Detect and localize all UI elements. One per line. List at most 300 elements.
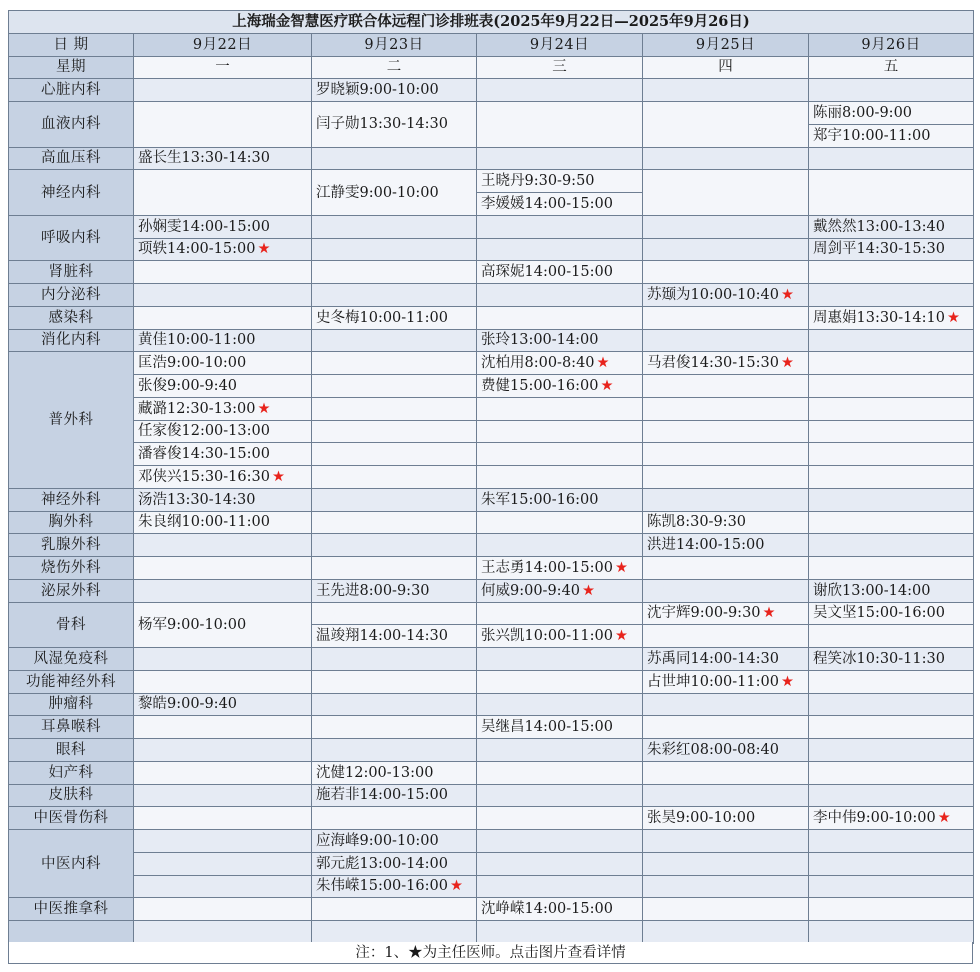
schedule-cell bbox=[643, 625, 809, 648]
department-label: 骨科 bbox=[9, 602, 134, 648]
department-label: 乳腺外科 bbox=[9, 534, 134, 557]
doctor-slot: 杨军9:00-10:00 bbox=[138, 616, 247, 633]
schedule-cell bbox=[312, 79, 477, 102]
doctor-slot: 沈健12:00-13:00 bbox=[316, 764, 434, 781]
chief-physician-star-icon: ★ bbox=[257, 400, 271, 417]
schedule-cell bbox=[809, 693, 974, 716]
schedule-cell bbox=[312, 466, 477, 489]
schedule-cell bbox=[134, 670, 312, 693]
schedule-cell bbox=[643, 716, 809, 739]
schedule-cell bbox=[809, 670, 974, 693]
table-row bbox=[9, 443, 974, 466]
schedule-cell bbox=[312, 443, 477, 466]
schedule-cell bbox=[809, 466, 974, 489]
schedule-cell bbox=[809, 79, 974, 102]
schedule-cell bbox=[477, 602, 643, 625]
schedule-cell bbox=[643, 557, 809, 580]
table-row bbox=[9, 807, 974, 830]
table-row bbox=[9, 352, 974, 375]
table-row bbox=[9, 693, 974, 716]
department-label: 血液内科 bbox=[9, 102, 134, 148]
table-row bbox=[9, 466, 974, 489]
table-row bbox=[9, 579, 974, 602]
schedule-cell bbox=[134, 102, 312, 148]
schedule-cell bbox=[643, 170, 809, 216]
schedule-cell bbox=[643, 511, 809, 534]
schedule-cell bbox=[809, 261, 974, 284]
schedule-cell bbox=[477, 443, 643, 466]
schedule-cell bbox=[477, 557, 643, 580]
schedule-cell bbox=[643, 488, 809, 511]
doctor-slot: 费健15:00-16:00 bbox=[481, 377, 599, 394]
schedule-cell bbox=[312, 739, 477, 762]
table-row bbox=[9, 716, 974, 739]
schedule-cell bbox=[134, 329, 312, 352]
schedule-cell bbox=[477, 898, 643, 921]
table-row bbox=[9, 306, 974, 329]
schedule-cell bbox=[312, 670, 477, 693]
schedule-cell bbox=[809, 852, 974, 875]
schedule-cell bbox=[643, 807, 809, 830]
date-header-cell: 9月24日 bbox=[477, 33, 643, 56]
schedule-cell bbox=[477, 625, 643, 648]
schedule-cell bbox=[809, 830, 974, 853]
schedule-cell bbox=[312, 170, 477, 216]
schedule-cell bbox=[809, 102, 974, 125]
schedule-cell bbox=[312, 488, 477, 511]
doctor-slot: 匡浩9:00-10:00 bbox=[138, 355, 247, 372]
footnote: 注：1、★为主任医师。点击图片查看详情 bbox=[8, 942, 973, 964]
schedule-table bbox=[8, 10, 974, 944]
department-label: 风湿免疫科 bbox=[9, 648, 134, 671]
schedule-cell bbox=[643, 397, 809, 420]
table-row bbox=[9, 375, 974, 398]
chief-physician-star-icon: ★ bbox=[449, 878, 463, 895]
table-row bbox=[9, 852, 974, 875]
doctor-slot: 朱伟嵘15:00-16:00 bbox=[316, 878, 448, 895]
doctor-slot: 张俊9:00-9:40 bbox=[138, 377, 238, 394]
schedule-cell bbox=[643, 670, 809, 693]
schedule-cell bbox=[477, 534, 643, 557]
doctor-slot: 高琛妮14:00-15:00 bbox=[481, 264, 613, 281]
department-label: 神经外科 bbox=[9, 488, 134, 511]
schedule-cell bbox=[643, 602, 809, 625]
table-title: 上海瑞金智慧医疗联合体远程门诊排班表(2025年9月22日—2025年9月26日) bbox=[9, 11, 974, 34]
schedule-cell bbox=[134, 557, 312, 580]
weekday-header-label: 星期 bbox=[9, 56, 134, 79]
schedule-cell bbox=[312, 420, 477, 443]
schedule-cell bbox=[809, 443, 974, 466]
weekday-cell: 一 bbox=[134, 56, 312, 79]
schedule-cell bbox=[477, 830, 643, 853]
schedule-cell bbox=[312, 875, 477, 898]
schedule-cell bbox=[809, 625, 974, 648]
table-row bbox=[9, 261, 974, 284]
table-row bbox=[9, 102, 974, 125]
schedule-cell bbox=[809, 898, 974, 921]
schedule-cell bbox=[477, 261, 643, 284]
schedule-cell bbox=[134, 79, 312, 102]
weekday-cell: 四 bbox=[643, 56, 809, 79]
doctor-slot: 任家俊12:00-13:00 bbox=[138, 423, 270, 440]
table-row bbox=[9, 397, 974, 420]
schedule-cell bbox=[643, 739, 809, 762]
schedule-cell bbox=[643, 306, 809, 329]
schedule-cell bbox=[134, 534, 312, 557]
schedule-cell bbox=[477, 170, 643, 193]
schedule-cell bbox=[477, 579, 643, 602]
schedule-cell bbox=[477, 329, 643, 352]
schedule-cell bbox=[809, 602, 974, 625]
schedule-cell bbox=[134, 830, 312, 853]
schedule-cell bbox=[134, 761, 312, 784]
schedule-cell bbox=[134, 511, 312, 534]
table-row bbox=[9, 79, 974, 102]
doctor-slot: 盛长生13:30-14:30 bbox=[138, 150, 270, 167]
department-label: 普外科 bbox=[9, 352, 134, 489]
schedule-cell bbox=[809, 238, 974, 261]
doctor-slot: 应海峰9:00-10:00 bbox=[316, 832, 439, 849]
department-label: 中医推拿科 bbox=[9, 898, 134, 921]
doctor-slot: 张玲13:00-14:00 bbox=[481, 332, 599, 349]
schedule-cell bbox=[809, 397, 974, 420]
schedule-cell bbox=[312, 352, 477, 375]
schedule-cell bbox=[809, 375, 974, 398]
chief-physician-star-icon: ★ bbox=[937, 810, 951, 827]
schedule-cell bbox=[643, 693, 809, 716]
schedule-cell bbox=[312, 261, 477, 284]
schedule-cell bbox=[134, 466, 312, 489]
schedule-cell bbox=[477, 397, 643, 420]
table-row bbox=[9, 830, 974, 853]
schedule-cell bbox=[312, 397, 477, 420]
schedule-cell bbox=[643, 261, 809, 284]
table-row bbox=[9, 511, 974, 534]
schedule-cell bbox=[312, 284, 477, 307]
schedule-cell bbox=[809, 557, 974, 580]
table-row bbox=[9, 875, 974, 898]
schedule-cell bbox=[134, 921, 312, 944]
chief-physician-star-icon: ★ bbox=[600, 377, 614, 394]
table-row bbox=[9, 488, 974, 511]
schedule-cell bbox=[477, 807, 643, 830]
schedule-cell bbox=[809, 352, 974, 375]
schedule-cell bbox=[477, 466, 643, 489]
schedule-cell bbox=[809, 921, 974, 944]
date-header-cell: 9月23日 bbox=[312, 33, 477, 56]
schedule-cell bbox=[312, 511, 477, 534]
schedule-cell bbox=[477, 784, 643, 807]
schedule-cell bbox=[134, 284, 312, 307]
schedule-cell bbox=[809, 875, 974, 898]
schedule-cell bbox=[477, 852, 643, 875]
schedule-cell bbox=[312, 557, 477, 580]
schedule-cell bbox=[134, 306, 312, 329]
schedule-cell bbox=[134, 852, 312, 875]
schedule-cell bbox=[134, 443, 312, 466]
schedule-cell bbox=[643, 579, 809, 602]
doctor-slot: 程笑冰10:30-11:30 bbox=[813, 650, 945, 667]
schedule-cell bbox=[134, 238, 312, 261]
department-label: 呼吸内科 bbox=[9, 215, 134, 261]
doctor-slot: 江静雯9:00-10:00 bbox=[316, 184, 439, 201]
doctor-slot: 陈凯8:30-9:30 bbox=[647, 514, 747, 531]
doctor-slot: 潘睿俊14:30-15:00 bbox=[138, 446, 270, 463]
schedule-cell bbox=[477, 739, 643, 762]
schedule-cell bbox=[134, 739, 312, 762]
doctor-slot: 沈宇辉9:00-9:30 bbox=[647, 605, 761, 622]
department-label: 肿瘤科 bbox=[9, 693, 134, 716]
schedule-cell bbox=[643, 284, 809, 307]
department-label: 皮肤科 bbox=[9, 784, 134, 807]
schedule-cell bbox=[643, 898, 809, 921]
schedule-cell bbox=[477, 511, 643, 534]
department-label: 心脏内科 bbox=[9, 79, 134, 102]
schedule-cell bbox=[134, 375, 312, 398]
doctor-slot: 朱军15:00-16:00 bbox=[481, 491, 599, 508]
schedule-cell bbox=[643, 420, 809, 443]
schedule-cell bbox=[477, 875, 643, 898]
schedule-cell bbox=[477, 648, 643, 671]
doctor-slot: 黄佳10:00-11:00 bbox=[138, 332, 256, 349]
doctor-slot: 王志勇14:00-15:00 bbox=[481, 559, 613, 576]
schedule-cell bbox=[134, 352, 312, 375]
schedule-cell bbox=[643, 761, 809, 784]
weekday-cell: 三 bbox=[477, 56, 643, 79]
schedule-cell bbox=[312, 147, 477, 170]
title-row bbox=[9, 11, 974, 34]
chief-physician-star-icon: ★ bbox=[257, 241, 271, 258]
doctor-slot: 温竣翔14:00-14:30 bbox=[316, 628, 448, 645]
schedule-cell bbox=[643, 102, 809, 148]
schedule-cell bbox=[477, 215, 643, 238]
schedule-cell bbox=[809, 807, 974, 830]
weekday-cell: 五 bbox=[809, 56, 974, 79]
schedule-cell bbox=[134, 170, 312, 216]
schedule-cell bbox=[477, 716, 643, 739]
schedule-cell bbox=[312, 579, 477, 602]
chief-physician-star-icon: ★ bbox=[582, 582, 596, 599]
schedule-cell bbox=[134, 397, 312, 420]
schedule-cell bbox=[134, 716, 312, 739]
schedule-cell bbox=[643, 352, 809, 375]
schedule-cell bbox=[477, 670, 643, 693]
schedule-cell bbox=[643, 329, 809, 352]
schedule-cell bbox=[312, 761, 477, 784]
schedule-cell bbox=[809, 215, 974, 238]
doctor-slot: 藏潞12:30-13:00 bbox=[138, 400, 256, 417]
schedule-cell bbox=[477, 420, 643, 443]
schedule-cell bbox=[643, 534, 809, 557]
department-label: 高血压科 bbox=[9, 147, 134, 170]
table-row bbox=[9, 534, 974, 557]
schedule-cell bbox=[477, 193, 643, 216]
table-row bbox=[9, 284, 974, 307]
doctor-slot: 朱彩红08:00-08:40 bbox=[647, 741, 779, 758]
schedule-cell bbox=[134, 488, 312, 511]
table-row bbox=[9, 784, 974, 807]
doctor-slot: 李中伟9:00-10:00 bbox=[813, 810, 936, 827]
schedule-cell bbox=[477, 238, 643, 261]
chief-physician-star-icon: ★ bbox=[271, 468, 285, 485]
chief-physician-star-icon: ★ bbox=[596, 355, 610, 372]
schedule-cell bbox=[477, 921, 643, 944]
schedule-cell bbox=[477, 79, 643, 102]
schedule-cell bbox=[809, 534, 974, 557]
schedule-cell bbox=[312, 238, 477, 261]
chief-physician-star-icon: ★ bbox=[614, 628, 628, 645]
doctor-slot: 苏颋为10:00-10:40 bbox=[647, 286, 779, 303]
table-row bbox=[9, 602, 974, 625]
doctor-slot: 谢欣13:00-14:00 bbox=[813, 582, 931, 599]
schedule-cell bbox=[312, 830, 477, 853]
schedule-cell bbox=[312, 534, 477, 557]
department-label: 肾脏科 bbox=[9, 261, 134, 284]
schedule-cell bbox=[477, 147, 643, 170]
schedule-cell bbox=[312, 921, 477, 944]
schedule-cell bbox=[477, 102, 643, 148]
schedule-cell bbox=[134, 261, 312, 284]
schedule-cell bbox=[134, 579, 312, 602]
department-label: 消化内科 bbox=[9, 329, 134, 352]
doctor-slot: 罗晓颖9:00-10:00 bbox=[316, 82, 439, 99]
schedule-cell bbox=[809, 739, 974, 762]
department-label: 烧伤外科 bbox=[9, 557, 134, 580]
department-label: 感染科 bbox=[9, 306, 134, 329]
schedule-cell bbox=[477, 375, 643, 398]
schedule-cell bbox=[477, 761, 643, 784]
schedule-cell bbox=[643, 466, 809, 489]
schedule-cell bbox=[312, 329, 477, 352]
schedule-cell bbox=[477, 488, 643, 511]
date-header-row bbox=[9, 33, 974, 56]
schedule-cell bbox=[134, 147, 312, 170]
doctor-slot: 占世坤10:00-11:00 bbox=[647, 673, 779, 690]
table-row bbox=[9, 761, 974, 784]
schedule-cell bbox=[134, 784, 312, 807]
chief-physician-star-icon: ★ bbox=[780, 673, 794, 690]
schedule-cell bbox=[312, 306, 477, 329]
schedule-cell bbox=[312, 375, 477, 398]
department-label: 神经内科 bbox=[9, 170, 134, 216]
schedule-cell bbox=[643, 830, 809, 853]
schedule-cell bbox=[643, 215, 809, 238]
schedule-cell bbox=[134, 215, 312, 238]
weekday-header-row bbox=[9, 56, 974, 79]
schedule-cell bbox=[312, 898, 477, 921]
schedule-cell bbox=[134, 807, 312, 830]
chief-physician-star-icon: ★ bbox=[762, 605, 776, 622]
schedule-cell bbox=[809, 784, 974, 807]
doctor-slot: 苏禹同14:00-14:30 bbox=[647, 650, 779, 667]
schedule-cell bbox=[643, 79, 809, 102]
doctor-slot: 王晓丹9:30-9:50 bbox=[481, 173, 595, 190]
schedule-cell bbox=[477, 284, 643, 307]
schedule-cell bbox=[809, 170, 974, 216]
schedule-cell bbox=[312, 625, 477, 648]
department-label: 耳鼻喉科 bbox=[9, 716, 134, 739]
doctor-slot: 沈峥嵘14:00-15:00 bbox=[481, 901, 613, 918]
doctor-slot: 周剑平14:30-15:30 bbox=[813, 241, 945, 258]
schedule-cell bbox=[312, 102, 477, 148]
schedule-cell bbox=[477, 352, 643, 375]
doctor-slot: 郑宇10:00-11:00 bbox=[813, 127, 931, 144]
doctor-slot: 马君俊14:30-15:30 bbox=[647, 355, 779, 372]
doctor-slot: 史冬梅10:00-11:00 bbox=[316, 309, 448, 326]
schedule-cell bbox=[312, 784, 477, 807]
table-row bbox=[9, 215, 974, 238]
doctor-slot: 项轶14:00-15:00 bbox=[138, 241, 256, 258]
table-row bbox=[9, 670, 974, 693]
schedule-cell bbox=[809, 284, 974, 307]
department-label: 胸外科 bbox=[9, 511, 134, 534]
schedule-cell bbox=[312, 716, 477, 739]
schedule-cell bbox=[809, 579, 974, 602]
schedule-cell bbox=[809, 124, 974, 147]
doctor-slot: 洪进14:00-15:00 bbox=[647, 537, 765, 554]
doctor-slot: 朱良纲10:00-11:00 bbox=[138, 514, 270, 531]
department-label bbox=[9, 921, 134, 944]
schedule-cell bbox=[643, 784, 809, 807]
doctor-slot: 黎皓9:00-9:40 bbox=[138, 696, 238, 713]
schedule-cell bbox=[312, 807, 477, 830]
schedule-cell bbox=[134, 898, 312, 921]
schedule-cell bbox=[809, 761, 974, 784]
department-label: 眼科 bbox=[9, 739, 134, 762]
schedule-cell bbox=[477, 693, 643, 716]
table-row bbox=[9, 329, 974, 352]
chief-physician-star-icon: ★ bbox=[780, 355, 794, 372]
schedule-cell bbox=[643, 852, 809, 875]
schedule-cell bbox=[643, 443, 809, 466]
schedule-cell bbox=[134, 602, 312, 648]
table-row bbox=[9, 921, 974, 944]
department-label: 功能神经外科 bbox=[9, 670, 134, 693]
doctor-slot: 张兴凯10:00-11:00 bbox=[481, 628, 613, 645]
schedule-cell bbox=[134, 420, 312, 443]
schedule-cell bbox=[809, 488, 974, 511]
doctor-slot: 吴文坚15:00-16:00 bbox=[813, 605, 945, 622]
chief-physician-star-icon: ★ bbox=[780, 286, 794, 303]
schedule-cell bbox=[809, 306, 974, 329]
doctor-slot: 郭元彪13:00-14:00 bbox=[316, 855, 448, 872]
schedule-cell bbox=[809, 329, 974, 352]
doctor-slot: 孙娴雯14:00-15:00 bbox=[138, 218, 270, 235]
doctor-slot: 张昊9:00-10:00 bbox=[647, 810, 756, 827]
schedule-cell bbox=[134, 693, 312, 716]
chief-physician-star-icon: ★ bbox=[946, 309, 960, 326]
schedule-cell bbox=[809, 511, 974, 534]
department-label: 泌尿外科 bbox=[9, 579, 134, 602]
weekday-cell: 二 bbox=[312, 56, 477, 79]
date-header-cell: 9月25日 bbox=[643, 33, 809, 56]
schedule-cell bbox=[643, 921, 809, 944]
schedule-cell bbox=[312, 215, 477, 238]
table-row bbox=[9, 648, 974, 671]
table-row bbox=[9, 898, 974, 921]
schedule-cell bbox=[477, 306, 643, 329]
schedule-cell bbox=[134, 648, 312, 671]
table-row bbox=[9, 739, 974, 762]
schedule-cell bbox=[809, 716, 974, 739]
doctor-slot: 李媛媛14:00-15:00 bbox=[481, 195, 613, 212]
doctor-slot: 何威9:00-9:40 bbox=[481, 582, 581, 599]
schedule-cell bbox=[643, 238, 809, 261]
schedule-cell bbox=[809, 420, 974, 443]
schedule-cell bbox=[643, 147, 809, 170]
department-label: 妇产科 bbox=[9, 761, 134, 784]
doctor-slot: 邓侠兴15:30-16:30 bbox=[138, 468, 270, 485]
